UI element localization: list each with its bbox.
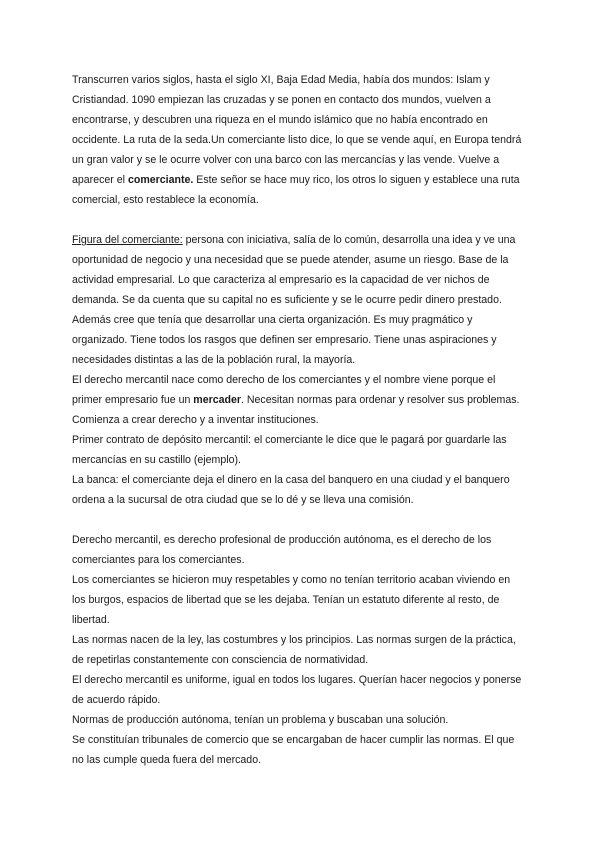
paragraph-derecho-profesional: Derecho mercantil, es derecho profesional de producción autónoma, es el derecho de los comerciantes para los comerciantes. bbox=[72, 534, 492, 566]
paragraph-uniforme: El derecho mercantil es uniforme, igual en todos los lugares. Querían hacer negocios y ponerse de acuerdo rápido. bbox=[72, 674, 522, 706]
paragraph-gap bbox=[72, 210, 524, 230]
paragraph-text: persona con iniciativa, salía de lo común, desarrolla una idea y ve una oportunidad de negocio y una necesidad que se puede atender, asume un riesgo. Base de la actividad empresarial. Lo que caracteriza al empresario es la capacidad de ver nichos de demanda. Se da cuenta que su capital no es suficiente y se le ocurre pedir dinero prestado. Además cree que tenía que desarrollar una cierta organización. Es muy pragmático y organizado. Tiene todos los rasgos que definen ser empresario. Tiene unas aspiraciones y necesidades distintas a las de la población rural, la mayoría. bbox=[72, 234, 516, 366]
paragraph-text: Transcurren varios siglos, hasta el siglo XI, Baja Edad Media, había dos mundos: Islam y Cristiandad. 1090 empiezan las cruzadas y se ponen en contacto dos mundos, vuelven a encontrarse, y descubren una riqueza en el mundo islámico que no había encontrado en occidente. La ruta de la seda.Un comerciante listo dice, lo que se vende aquí, en Europa tendrá un gran valor y se le ocurre volver con una barco con las mercancías y las vende. Vuelve a aparecer el bbox=[72, 74, 522, 186]
underlined-heading: Figura del comerciante: bbox=[72, 234, 183, 246]
paragraph-banca: La banca: el comerciante deja el dinero en la casa del banquero en una ciudad y el banquero ordena a la sucursal de otra ciudad que se lo dé y se lleva una comisión. bbox=[72, 474, 510, 506]
paragraph-burgos: Los comerciantes se hicieron muy respetables y como no tenían territorio acaban viviendo en los burgos, espacios de libertad que se les dejaba. Tenían un estatuto diferente al resto, de libertad. bbox=[72, 574, 511, 626]
paragraph-contrato-deposito: Primer contrato de depósito mercantil: el comerciante le dice que le pagará por guardarle las mercancías en su castillo (ejemplo). bbox=[72, 434, 507, 466]
paragraph-cruzadas bbox=[72, 70, 524, 210]
paragraph-figura-comerciante bbox=[72, 230, 524, 370]
paragraph-produccion-autonoma: Normas de producción autónoma, tenían un problema y buscaban una solución. bbox=[72, 714, 449, 726]
paragraph-tribunales: Se constituían tribunales de comercio que se encargaban de hacer cumplir las normas. El que no las cumple queda fuera del mercado. bbox=[72, 734, 515, 766]
paragraph-derecho-mercantil-origen bbox=[72, 370, 524, 430]
paragraph-normas-origen: Las normas nacen de la ley, las costumbres y los principios. Las normas surgen de la práctica, de repetirlas constantemente con consciencia de normatividad. bbox=[72, 634, 516, 666]
paragraph-text: . Necesitan normas para ordenar y resolver sus problemas. Comienza a crear derecho y a inventar instituciones. bbox=[72, 394, 520, 426]
bold-term-comerciante: comerciante. bbox=[127, 174, 194, 186]
paragraph-text: El derecho mercantil nace como derecho de los comerciantes y el nombre viene porque el primer empresario fue un bbox=[72, 374, 496, 406]
document-body bbox=[72, 70, 524, 770]
paragraph-text: Este señor se hace muy rico, los otros lo siguen y establece una ruta comercial, esto restablece la economía. bbox=[72, 174, 520, 206]
bold-term-mercader: mercader bbox=[193, 394, 241, 406]
paragraph-gap bbox=[72, 510, 524, 530]
